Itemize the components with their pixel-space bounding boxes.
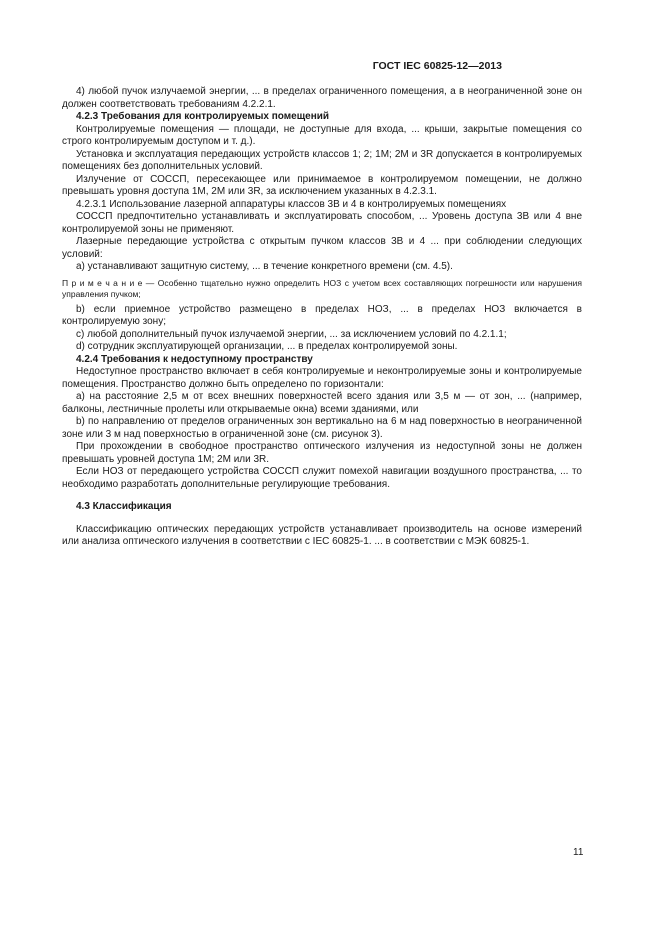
- paragraph: Контролируемые помещения — площади, не доступные для входа, ... крыши, закрытые помещения со строго контролируемым доступом и т. д.).: [62, 123, 582, 147]
- paragraph: При прохождении в свободное пространство оптического излучения из недоступной зоны не должен превышать уровней доступа 1М; 2М или 3R.: [62, 441, 582, 465]
- paragraph: Недоступное пространство включает в себя контролируемые и неконтролируемые зоны и контролируемые помещения. Пространство должно быть определено по горизонтали:: [62, 366, 582, 390]
- section-heading: 4.2.3 Требования для контролируемых помещений: [76, 111, 330, 122]
- paragraph: Излучение от СОССП, пересекающее или принимаемое в контролируемом помещении, не должно превышать уровня доступа 1М, 2М или 3R, за исключением указанных в 4.2.3.1.: [62, 173, 582, 197]
- paragraph: Лазерные передающие устройства с открытым пучком классов 3В и 4 ... при соблюдении следующих условий:: [62, 236, 582, 260]
- paragraph: 4.2.3.1 Использование лазерной аппаратуры классов 3В и 4 в контролируемых помещениях: [76, 198, 507, 210]
- paragraph: а) устанавливают защитную систему, ... в течение конкретного времени (см. 4.5).: [76, 261, 453, 272]
- paragraph: Если НОЗ от передающего устройства СОССП служит помехой навигации воздушного пространства, ... то необходимо разработать дополнительные регулирующие требования.: [62, 466, 582, 490]
- section-heading: 4.2.4 Требования к недоступному пространству: [76, 353, 313, 365]
- note: П р и м е ч а н и е — Особенно тщательно нужно определить НОЗ с учетом всех составляющих погрешности или нарушения управления пучком;: [62, 277, 582, 299]
- paragraph: а) на расстояние 2,5 м от всех внешних поверхностей всего здания или 3,5 м — от зон, ... (например, балконы, лестничные пролеты или открываемые окна) всеми зданиями, или: [62, 391, 582, 415]
- paragraph: СОССП предпочтительно устанавливать и эксплуатировать способом, ... Уровень доступа 3В или 4 вне контролируемой зоны не применяют.: [62, 211, 582, 235]
- standard-header: ГОСТ IEC 60825-12—2013: [372, 60, 502, 72]
- section-heading: 4.3 Классификация: [76, 501, 172, 512]
- page-number: 11: [573, 847, 584, 858]
- paragraph: Классификацию оптических передающих устройств устанавливает производитель на основе измерений или анализа оптического излучения в соответствии с IEC 60825-1. ... в соответствии с МЭК 60825-1.: [62, 523, 582, 547]
- paragraph: b) если приемное устройство размещено в пределах НОЗ, ... в пределах НОЗ включается в контролируемую зону;: [62, 303, 582, 327]
- paragraph: Установка и эксплуатация передающих устройств классов 1; 2; 1М; 2М и 3R допускается в контролируемых помещениях без дополнительных условий.: [62, 148, 582, 172]
- document-body: [62, 86, 582, 549]
- paragraph: 4) любой пучок излучаемой энергии, ... в пределах ограниченного помещения, а в неограниченной зоне он должен соответствовать требованиям 4.2.2.1.: [62, 86, 582, 110]
- paragraph: b) по направлению от пределов ограниченных зон вертикально на 6 м над поверхностью в неограниченной зоне или 3 м над поверхностью в ограниченной зоне (см. рисунок 3).: [62, 416, 582, 440]
- paragraph: с) любой дополнительный пучок излучаемой энергии, ... за исключением условий по 4.2.1.1;: [76, 328, 507, 340]
- paragraph: d) сотрудник эксплуатирующей организации, ... в пределах контролируемой зоны.: [76, 341, 458, 352]
